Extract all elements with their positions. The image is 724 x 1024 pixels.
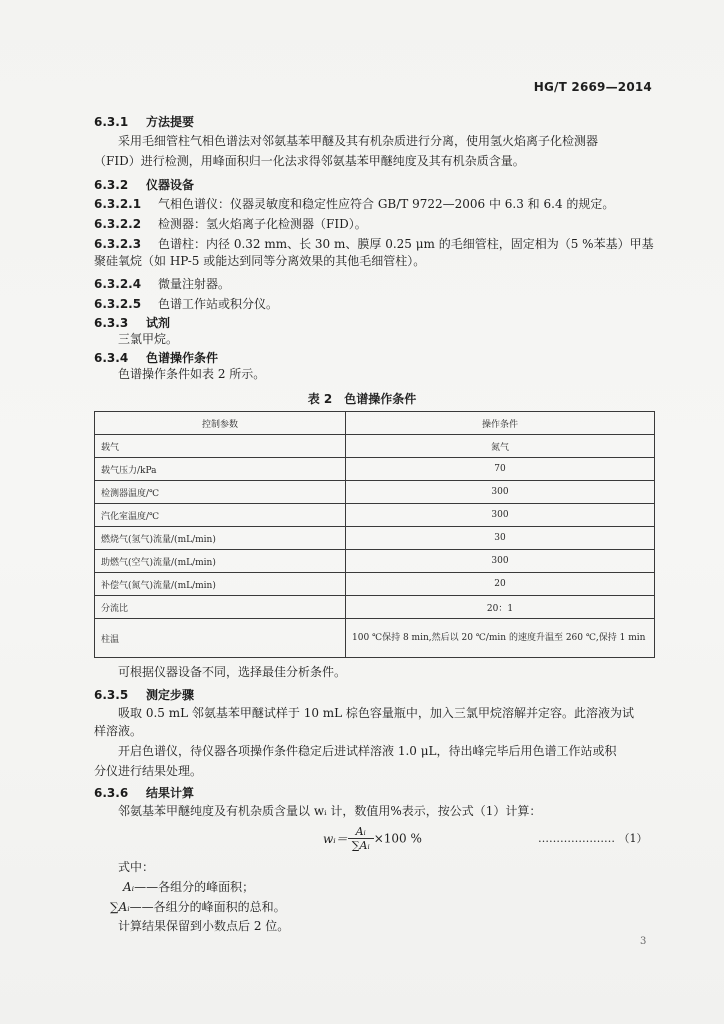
symbol: ∑Aᵢ [110,900,130,914]
paragraph-line: 吸取 0.5 mL 邻氨基苯甲醚试样于 10 mL 棕色容量瓶中，加入三氯甲烷溶解并定容。此溶液为试 [118,706,634,720]
heading-6-3-2 [94,176,194,193]
item-number: 6.3.2.3 [94,237,142,251]
formula-denominator: ∑Aᵢ [351,839,370,852]
item-6-3-2-2 [94,215,367,232]
conditions-table [94,411,655,658]
column-header: 控制参数 [95,412,346,435]
table-cell-value: 300 [346,504,655,527]
section-title: 方法提要 [146,115,195,129]
item-number: 6.3.2.2 [94,217,142,231]
section-title: 色谱操作条件 [146,351,219,365]
definition-text: ——各组分的峰面积； [134,880,255,894]
formula-rhs: ×100 % [373,831,422,846]
paragraph-line: 式中： [118,860,155,874]
item-6-3-2-5 [94,295,278,312]
paragraph-line: 采用毛细管柱气相色谱法对邻氨基苯甲醚及其有机杂质进行分离，使用氢火焰离子化检测器 [118,134,599,148]
table-row [95,481,655,504]
table-row [95,527,655,550]
section-title: 试剂 [146,316,171,330]
table-row [95,504,655,527]
item-number: 6.3.2.5 [94,297,142,311]
section-number: 6.3.4 [94,351,129,365]
formula-numerator: Aᵢ [348,825,374,839]
table-cell-param: 助燃气(空气)流量/(mL/min) [95,550,346,573]
item-text: 气相色谱仪：仪器灵敏度和稳定性应符合 GB/T 9722—2006 中 6.3 和 6.4 的规定。 [158,197,615,211]
table-cell-param: 检测器温度/℃ [95,481,346,504]
paragraph-line: 色谱操作条件如表 2 所示。 [118,367,266,381]
column-header: 操作条件 [346,412,655,435]
section-number: 6.3.3 [94,316,129,330]
paragraph-line: 开启色谱仪，待仪器各项操作条件稳定后进试样溶液 1.0 μL，待出峰完毕后用色谱工作站或积 [118,744,617,758]
item-6-3-2-4 [94,275,230,292]
section-number: 6.3.2 [94,178,129,192]
table-cell-param: 汽化室温度/℃ [95,504,346,527]
heading-6-3-6 [94,784,194,801]
table-cell-param: 分流比 [95,596,346,619]
item-6-3-2-3 [94,235,654,252]
paragraph-line: 样溶液。 [94,724,143,738]
table-cell-value: 100 ℃保持 8 min,然后以 20 ℃/min 的速度升温至 260 ℃,保持 1 min [346,619,655,658]
table-row [95,619,655,658]
item-text: 色谱工作站或积分仪。 [158,297,279,311]
table-cell-value: 300 [346,550,655,573]
section-number: 6.3.5 [94,688,129,702]
definition-text: ——各组分的峰面积的总和。 [129,900,286,914]
table-cell-value: 30 [346,527,655,550]
item-6-3-2-1 [94,195,614,212]
table-cell-value: 70 [346,458,655,481]
table-caption: 表 2 色谱操作条件 [307,392,417,406]
heading-6-3-5 [94,686,194,703]
paragraph-line: 邻氨基苯甲醚纯度及有机杂质含量以 wᵢ 计，数值用%表示，按公式（1）计算： [118,804,542,818]
table-row [95,458,655,481]
paragraph-line: 三氯甲烷。 [118,332,179,346]
item-text: 微量注射器。 [158,277,231,291]
table-cell-value: 20 [346,573,655,596]
section-number: 6.3.1 [94,115,129,129]
section-title: 结果计算 [146,786,195,800]
table-cell-value: 氮气 [346,435,655,458]
table-cell-param: 柱温 [95,619,346,658]
symbol: Aᵢ [123,880,135,894]
definition-line [123,877,254,897]
definition-line [110,897,286,917]
table-cell-value: 20：1 [346,596,655,619]
table-cell-value: 300 [346,481,655,504]
heading-6-3-1 [94,113,194,130]
paragraph-line: 可根据仪器设备不同，选择最佳分析条件。 [118,665,347,679]
item-number: 6.3.2.1 [94,197,142,211]
table-cell-param: 载气 [95,435,346,458]
table-row [95,550,655,573]
table-cell-param: 燃烧气(氢气)流量/(mL/min) [95,527,346,550]
formula-lhs: wᵢ＝ [323,832,348,846]
item-text: 色谱柱：内径 0.32 mm、长 30 m、膜厚 0.25 μm 的毛细管柱，固定相为（5 %苯基）甲基 [158,237,654,251]
table-row [95,435,655,458]
formula [323,825,422,852]
formula-reference: ………………… （1） [538,832,648,845]
table-cell-param: 载气压力/kPa [95,458,346,481]
standard-number: HG/T 2669—2014 [533,80,652,94]
section-number: 6.3.6 [94,786,129,800]
section-title: 测定步骤 [146,688,195,702]
formula-fraction [348,825,374,852]
paragraph-line: 计算结果保留到小数点后 2 位。 [118,919,290,933]
page-number: 3 [640,936,647,947]
paragraph-line: （FID）进行检测，用峰面积归一化法求得邻氨基苯甲醚纯度及其有机杂质含量。 [94,154,525,168]
table-row [95,596,655,619]
table-header-row [95,412,655,435]
item-text: 检测器：氢火焰离子化检测器（FID）。 [158,217,367,231]
table-cell-param: 补偿气(氮气)流量/(mL/min) [95,573,346,596]
paragraph-line: 聚硅氧烷（如 HP-5 或能达到同等分离效果的其他毛细管柱）。 [94,254,426,268]
section-title: 仪器设备 [146,178,195,192]
item-number: 6.3.2.4 [94,277,142,291]
paragraph-line: 分仪进行结果处理。 [94,764,203,778]
table-row [95,573,655,596]
